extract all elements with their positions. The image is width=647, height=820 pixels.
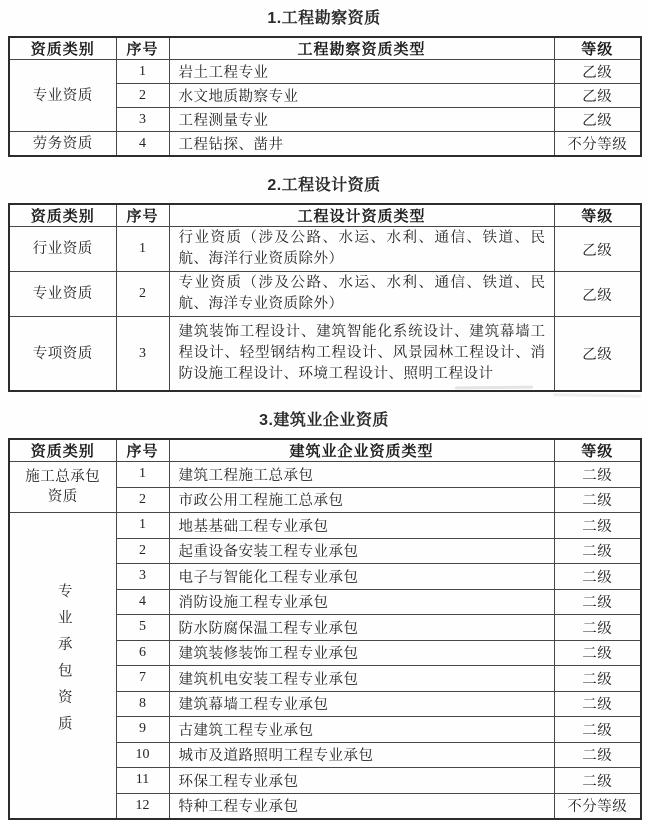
header-row: [9, 204, 641, 227]
serial-cell: 2: [116, 487, 169, 513]
grade-cell: 乙级: [554, 84, 641, 108]
header-type: 工程勘察资质类型: [169, 37, 554, 60]
grade-cell: 乙级: [554, 317, 641, 392]
section-construction-title: 3.建筑业企业资质: [259, 412, 389, 429]
serial-cell: 9: [116, 717, 169, 743]
serial-cell: 2: [116, 538, 169, 564]
grade-cell: 二级: [554, 717, 641, 743]
header-serial: 序号: [116, 439, 169, 462]
serial-cell: 12: [116, 793, 169, 819]
grade-cell: 二级: [554, 538, 641, 564]
data-row: [9, 132, 641, 157]
vertical-category-label: 专业承包资质: [55, 583, 72, 742]
section-survey-title: 1.工程勘察资质: [267, 10, 381, 27]
serial-cell: 3: [116, 108, 169, 132]
section-survey: [8, 5, 640, 157]
header-row: [9, 439, 641, 462]
header-category: 资质类别: [9, 439, 116, 462]
serial-cell: 6: [116, 640, 169, 666]
category-cell: [9, 513, 116, 820]
section-design: [8, 172, 640, 392]
data-row: [9, 462, 641, 488]
grade-cell: 乙级: [554, 227, 641, 272]
grade-cell: 二级: [554, 462, 641, 488]
grade-cell: 乙级: [554, 60, 641, 84]
type-cell: 建筑机电安装工程专业承包: [169, 666, 554, 692]
type-cell: 市政公用工程施工总承包: [169, 487, 554, 513]
grade-cell: 乙级: [554, 272, 641, 317]
type-cell: 环保工程专业承包: [169, 768, 554, 794]
type-cell: 水文地质勘察专业: [169, 84, 554, 108]
type-cell: 建筑幕墙工程专业承包: [169, 691, 554, 717]
type-cell: 岩土工程专业: [169, 60, 554, 84]
serial-cell: 3: [116, 564, 169, 590]
grade-cell: 乙级: [554, 108, 641, 132]
section-construction: [8, 407, 640, 820]
type-cell: 特种工程专业承包: [169, 793, 554, 819]
type-cell: 建筑装饰工程设计、建筑智能化系统设计、建筑幕墙工程设计、轻型钢结构工程设计、风景园林工程设计、消防设施工程设计、环境工程设计、照明工程设计: [169, 317, 554, 392]
category-cell: 专业资质: [9, 60, 116, 132]
serial-cell: 3: [116, 317, 169, 392]
data-row: [9, 227, 641, 272]
serial-cell: 7: [116, 666, 169, 692]
data-row: [9, 60, 641, 84]
grade-cell: 二级: [554, 589, 641, 615]
header-grade: 等级: [554, 439, 641, 462]
grade-cell: 二级: [554, 691, 641, 717]
header-row: [9, 37, 641, 60]
header-serial: 序号: [116, 37, 169, 60]
type-cell: 起重设备安装工程专业承包: [169, 538, 554, 564]
serial-cell: 1: [116, 462, 169, 488]
type-cell: 古建筑工程专业承包: [169, 717, 554, 743]
type-cell: 建筑工程施工总承包: [169, 462, 554, 488]
grade-cell: 二级: [554, 615, 641, 641]
header-category: 资质类别: [9, 37, 116, 60]
section-design-title: 2.工程设计资质: [267, 177, 381, 194]
serial-cell: 4: [116, 132, 169, 157]
grade-cell: 二级: [554, 768, 641, 794]
type-cell: 专业资质（涉及公路、水运、水利、通信、铁道、民航、海洋专业资质除外）: [169, 272, 554, 317]
header-grade: 等级: [554, 204, 641, 227]
serial-cell: 4: [116, 589, 169, 615]
serial-cell: 2: [116, 84, 169, 108]
header-type: 建筑业企业资质类型: [169, 439, 554, 462]
type-cell: 电子与智能化工程专业承包: [169, 564, 554, 590]
data-row: [9, 513, 641, 539]
header-grade: 等级: [554, 37, 641, 60]
serial-cell: 10: [116, 742, 169, 768]
serial-cell: 2: [116, 272, 169, 317]
data-row: [9, 317, 641, 392]
category-cell: 劳务资质: [9, 132, 116, 157]
grade-cell: 不分等级: [554, 132, 641, 157]
serial-cell: 11: [116, 768, 169, 794]
type-cell: 消防设施工程专业承包: [169, 589, 554, 615]
header-category: 资质类别: [9, 204, 116, 227]
type-cell: 行业资质（涉及公路、水运、水利、通信、铁道、民航、海洋行业资质除外）: [169, 227, 554, 272]
grade-cell: 二级: [554, 487, 641, 513]
type-cell: 工程钻探、凿井: [169, 132, 554, 157]
type-cell: 工程测量专业: [169, 108, 554, 132]
header-type: 工程设计资质类型: [169, 204, 554, 227]
grade-cell: 不分等级: [554, 793, 641, 819]
type-cell: 防水防腐保温工程专业承包: [169, 615, 554, 641]
grade-cell: 二级: [554, 513, 641, 539]
category-cell: 专业资质: [9, 272, 116, 317]
grade-cell: 二级: [554, 742, 641, 768]
grade-cell: 二级: [554, 640, 641, 666]
construction-qualification-table: [8, 438, 642, 820]
grade-cell: 二级: [554, 564, 641, 590]
type-cell: 建筑装修装饰工程专业承包: [169, 640, 554, 666]
type-cell: 城市及道路照明工程专业承包: [169, 742, 554, 768]
serial-cell: 8: [116, 691, 169, 717]
serial-cell: 1: [116, 60, 169, 84]
serial-cell: 5: [116, 615, 169, 641]
serial-cell: 1: [116, 227, 169, 272]
survey-qualification-table: [8, 36, 642, 157]
design-qualification-table: [8, 203, 642, 392]
type-cell: 地基基础工程专业承包: [169, 513, 554, 539]
grade-cell: 二级: [554, 666, 641, 692]
data-row: [9, 272, 641, 317]
serial-cell: 1: [116, 513, 169, 539]
category-cell: 行业资质: [9, 227, 116, 272]
header-serial: 序号: [116, 204, 169, 227]
category-cell: 专项资质: [9, 317, 116, 392]
category-cell: 施工总承包资质: [9, 462, 116, 513]
